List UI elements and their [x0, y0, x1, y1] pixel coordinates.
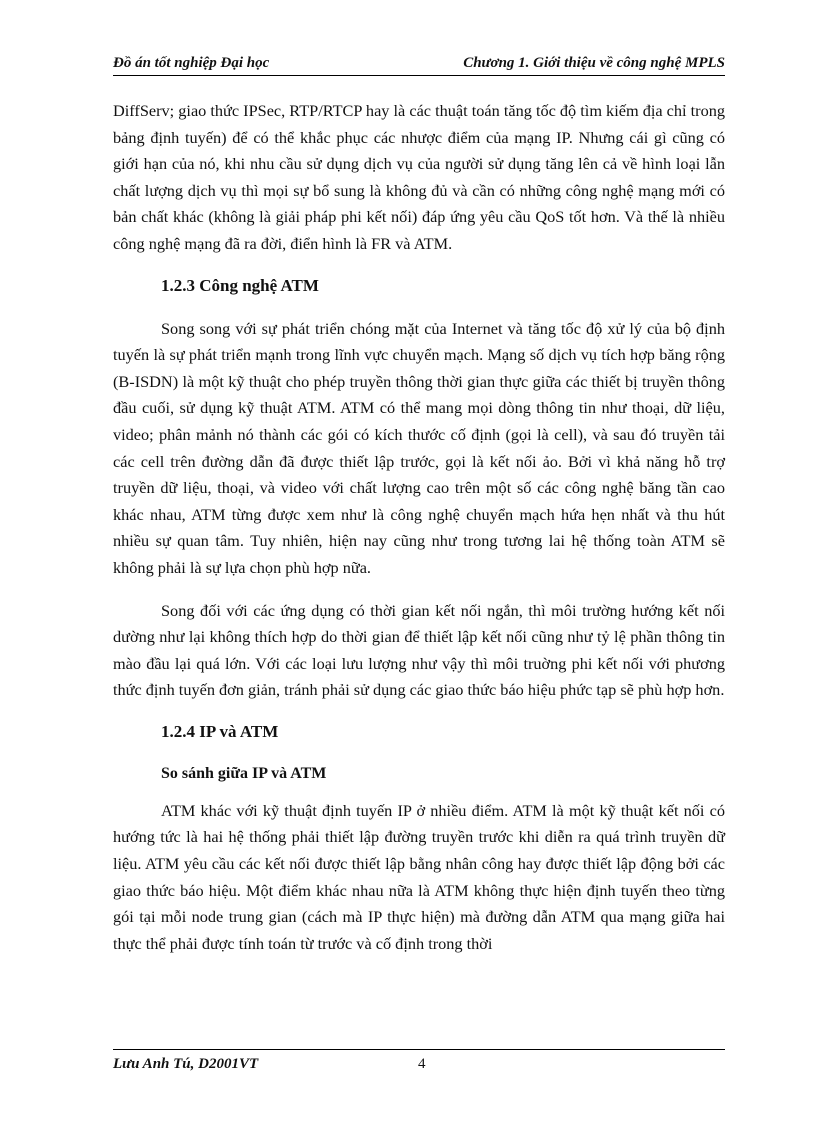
paragraph-atm-intro: Song song với sự phát triển chóng mặt của Internet và tăng tốc độ xử lý của bộ định tuyến là sự phát triển mạnh trong lĩnh vực chuyển mạch. Mạng số dịch vụ tích hợp băng rộng (B-ISDN) là một kỹ thuật cho phép truyền thông thời gian thực giữa các thiết bị truyền thông đầu cuối, sử dụng kỹ thuật ATM. ATM có thể mang mọi dòng thông tin như thoại, dữ liệu, video; phân mảnh nó thành các gói có kích thước cố định (gọi là cell), và sau đó truyền tải các cell trên đường dẫn đã được thiết lập trước, gọi là kết nối ảo. Bởi vì khả năng hỗ trợ truyền dữ liệu, thoại, và video với chất lượng cao trên một số các công nghệ băng tần cao khác nhau, ATM từng được xem như là công nghệ chuyển mạch hứa hẹn nhất và thu hút nhiều sự quan tâm. Tuy nhiên, hiện nay cũng như trong tương lai hệ thống toàn ATM sẽ không phải là sự lựa chọn phù hợp nữa.	[113, 318, 725, 577]
header-document-title: Đồ án tốt nghiệp Đại học	[113, 55, 270, 71]
section-heading-1-2-3: 1.2.3 Công nghệ ATM	[161, 275, 319, 295]
page-number: 4	[418, 1056, 426, 1072]
paragraph-diffserv: DiffServ; giao thức IPSec, RTP/RTCP hay là các thuật toán tăng tốc độ tìm kiếm địa chỉ trong bảng định tuyến) để có thể khắc phục các nhược điểm của mạng IP. Nhưng cái gì cũng có giới hạn của nó, khi nhu cầu sử dụng dịch vụ của người sử dụng tăng lên cả về hình loại lẫn chất lượng dịch vụ thì mọi sự bổ sung là không đủ và cần có những công nghệ mạng mới có bản chất khác (không là giải pháp phi kết nối) đáp ứng yêu cầu QoS tốt hơn. Và thế là nhiều công nghệ mạng đã ra đời, điển hình là FR và ATM.	[113, 101, 725, 253]
paragraph-atm-differences: ATM khác với kỹ thuật định tuyến IP ở nhiều điểm. ATM là một kỹ thuật kết nối có hướng tức là hai hệ thống phải thiết lập đường truyền trước khi diễn ra quá trình truyền dữ liệu. ATM yêu cầu các kết nối được thiết lập bằng nhân công hay được thiết lập động bởi các giao thức báo hiệu. Một điểm khác nhau nữa là ATM không thực hiện định tuyến theo từng gói tại mỗi node trung gian (cách mà IP thực hiện) mà đường dẫn ATM qua mạng giữa hai thực thể phải được tính toán từ trước và cố định trong thời	[113, 800, 725, 953]
header-chapter-title: Chương 1. Giới thiệu về công nghệ MPLS	[463, 55, 725, 71]
page-footer	[113, 1049, 725, 1073]
footer-author: Lưu Anh Tú, D2001VT	[113, 1056, 259, 1072]
page-content	[113, 98, 725, 957]
paragraph-connectionless: Song đối với các ứng dụng có thời gian kết nối ngắn, thì môi trường hướng kết nối dường như lại không thích hợp do thời gian để thiết lập kết nối cũng như tỷ lệ phần thông tin mào đầu lại quá lớn. Với các loại lưu lượng như vậy thì môi truờng phi kết nối với phương thức định tuyến đơn giản, tránh phải sử dụng các giao thức báo hiệu phức tạp sẽ phù hợp hơn.	[113, 600, 725, 700]
section-heading-1-2-4: 1.2.4 IP và ATM	[161, 721, 279, 741]
page-header	[113, 50, 725, 76]
subheading-ip-vs-atm: So sánh giữa IP và ATM	[161, 764, 327, 782]
